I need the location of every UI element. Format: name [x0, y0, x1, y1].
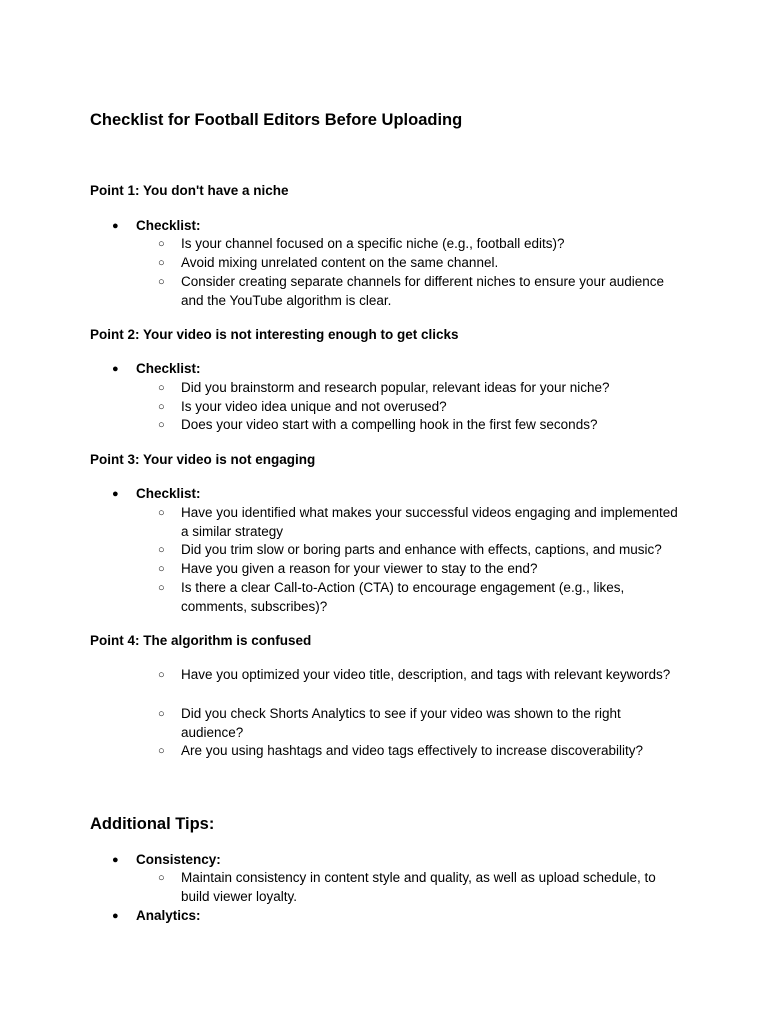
bullet-dot-icon: ●: [112, 854, 119, 866]
hollow-bullet-icon: ○: [158, 745, 165, 757]
hollow-bullet-icon: ○: [158, 872, 165, 884]
list-item-text: Is your video idea unique and not overused?: [181, 399, 447, 414]
hollow-bullet-icon: ○: [158, 544, 165, 556]
bullet-dot-icon: ●: [112, 220, 119, 232]
bullet-dot-icon: ●: [112, 910, 119, 922]
checklist-label: Checklist:: [136, 361, 201, 376]
list-item-text: Consider creating separate channels for different niches to ensure your audience and the YouTube algorithm is clear.: [181, 274, 665, 308]
point-1-heading: Point 1: You don't have a niche: [90, 183, 289, 198]
list-item: [158, 235, 678, 254]
list-item: [158, 541, 678, 560]
list-item: [158, 579, 678, 617]
list-item: [158, 742, 678, 761]
list-item-text: Have you optimized your video title, description, and tags with relevant keywords?: [181, 667, 671, 682]
checklist-label: Checklist:: [136, 218, 201, 233]
hollow-bullet-icon: ○: [158, 238, 165, 250]
list-item-text: Have you given a reason for your viewer to stay to the end?: [181, 561, 538, 576]
hollow-bullet-icon: ○: [158, 401, 165, 413]
hollow-bullet-icon: ○: [158, 582, 165, 594]
list-item: [158, 273, 678, 311]
hollow-bullet-icon: ○: [158, 257, 165, 269]
list-item-text: Did you trim slow or boring parts and enhance with effects, captions, and music?: [181, 542, 662, 557]
hollow-bullet-icon: ○: [158, 419, 165, 431]
list-item-text: Is there a clear Call-to-Action (CTA) to encourage engagement (e.g., likes, comments, subscribes)?: [181, 580, 625, 614]
hollow-bullet-icon: ○: [158, 708, 165, 720]
list-item-text: Is your channel focused on a specific niche (e.g., football edits)?: [181, 236, 565, 251]
point-2-heading: Point 2: Your video is not interesting enough to get clicks: [90, 327, 459, 342]
hollow-bullet-icon: ○: [158, 507, 165, 519]
list-item-text: Did you check Shorts Analytics to see if your video was shown to the right audience?: [181, 706, 621, 740]
list-item: [158, 398, 678, 417]
list-item: [158, 504, 678, 542]
point-4-heading: Point 4: The algorithm is confused: [90, 633, 312, 648]
list-item: [158, 666, 678, 685]
list-item-text: Maintain consistency in content style and quality, as well as upload schedule, to build viewer loyalty.: [181, 870, 656, 904]
list-item: [158, 705, 678, 743]
hollow-bullet-icon: ○: [158, 563, 165, 575]
list-item: [158, 379, 678, 398]
list-item: [158, 560, 678, 579]
list-item-text: Avoid mixing unrelated content on the same channel.: [181, 255, 499, 270]
checklist-label: Checklist:: [136, 486, 201, 501]
document-title: Checklist for Football Editors Before Uploading: [90, 111, 463, 129]
list-item-text: Does your video start with a compelling hook in the first few seconds?: [181, 417, 598, 432]
list-item-text: Did you brainstorm and research popular, relevant ideas for your niche?: [181, 380, 610, 395]
bullet-dot-icon: ●: [112, 363, 119, 375]
point-3-heading: Point 3: Your video is not engaging: [90, 452, 316, 467]
list-item: [158, 416, 678, 435]
tip-label: Consistency:: [136, 852, 221, 867]
tip-label: Analytics:: [136, 908, 201, 923]
list-item-text: Are you using hashtags and video tags effectively to increase discoverability?: [181, 743, 644, 758]
hollow-bullet-icon: ○: [158, 669, 165, 681]
list-item-text: Have you identified what makes your successful videos engaging and implemented a similar strategy: [181, 505, 678, 539]
list-item: [158, 254, 678, 273]
list-item: [158, 869, 678, 907]
hollow-bullet-icon: ○: [158, 276, 165, 288]
hollow-bullet-icon: ○: [158, 382, 165, 394]
bullet-dot-icon: ●: [112, 488, 119, 500]
additional-tips-heading: Additional Tips:: [90, 815, 215, 833]
